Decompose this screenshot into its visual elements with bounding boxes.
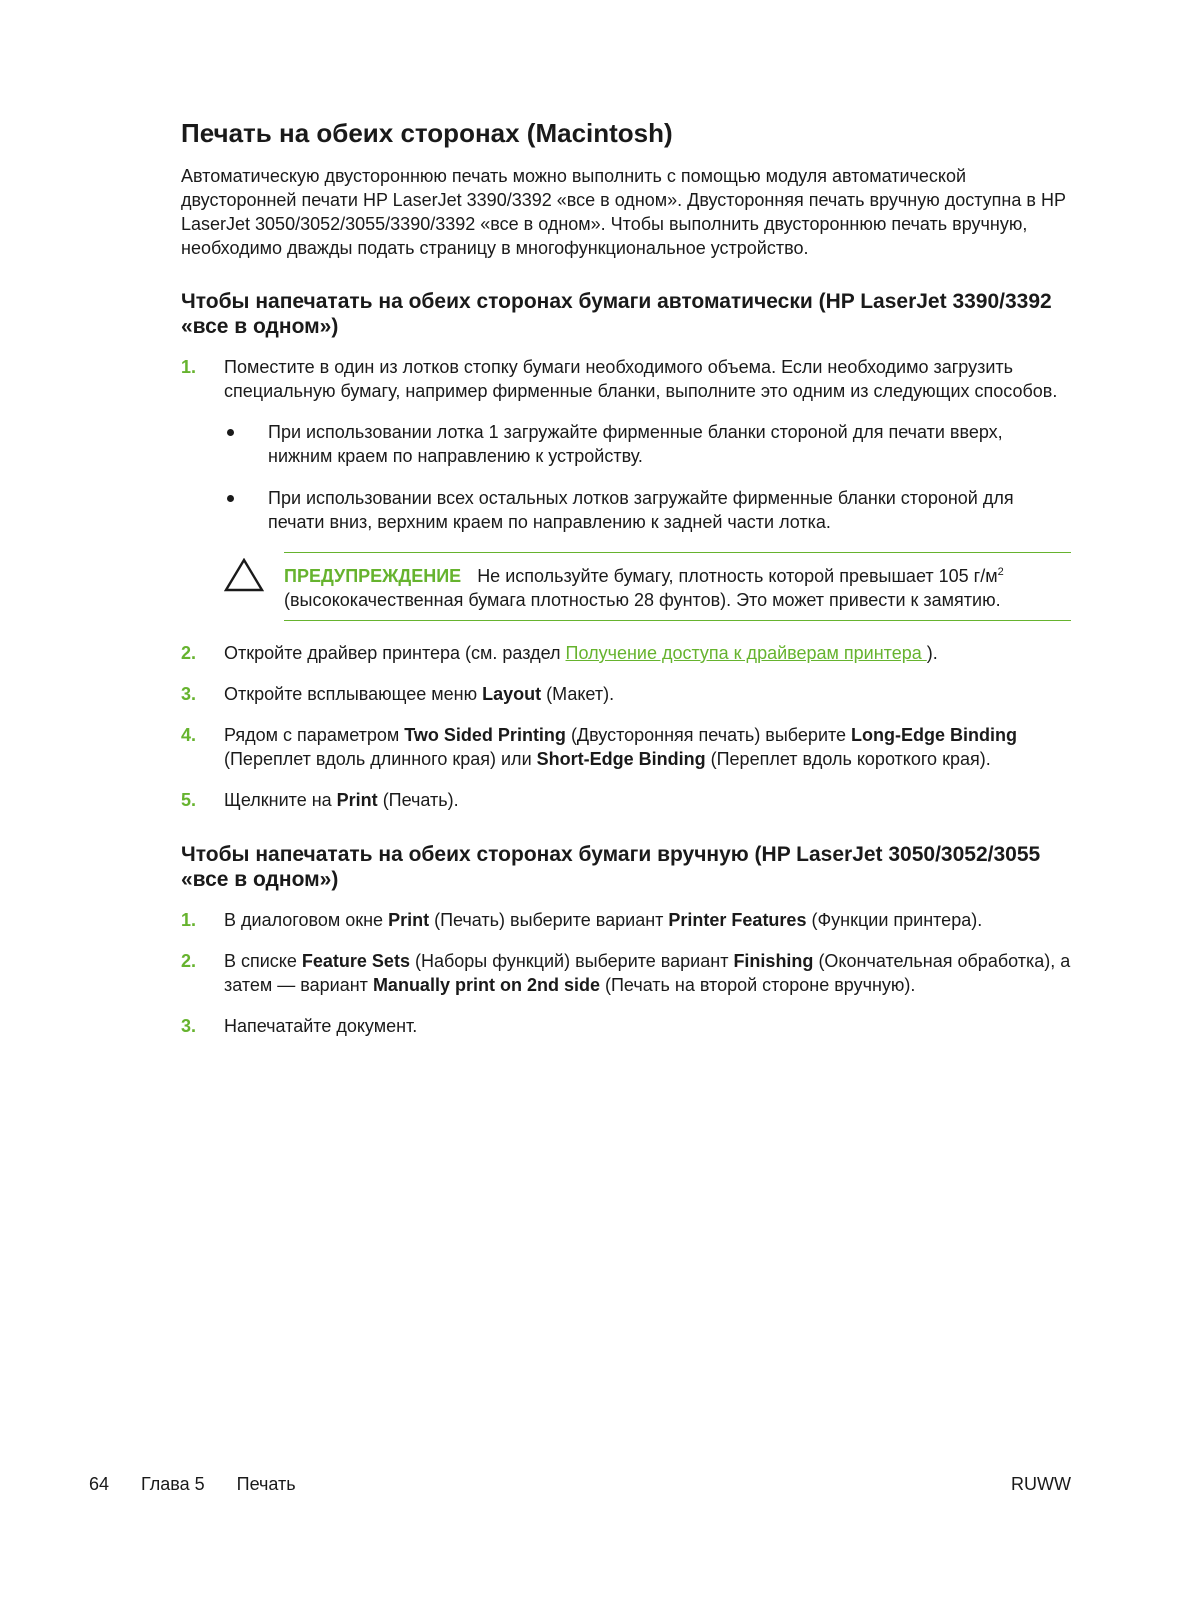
- ui-term: Printer Features: [668, 910, 807, 930]
- ui-term: Two Sided Printing: [404, 725, 566, 745]
- page-footer: [89, 1472, 1071, 1496]
- list-item: [181, 355, 1071, 621]
- step-text: (Наборы функций) выберите вариант: [409, 951, 734, 971]
- step-number: 5.: [181, 790, 197, 810]
- step-text: В диалоговом окне: [224, 910, 389, 930]
- steps-list-manual: [181, 908, 1071, 1038]
- step-text: (Печать).: [377, 790, 459, 810]
- steps-list-auto: [181, 355, 1071, 812]
- step-text: Откройте всплывающее меню: [224, 684, 483, 704]
- list-item: [181, 682, 1071, 706]
- step-text: Щелкните на: [224, 790, 337, 810]
- list-item: [181, 641, 1071, 665]
- step-text: (Макет).: [541, 684, 615, 704]
- page-content: [181, 116, 1071, 1055]
- step-number: 2.: [181, 951, 197, 971]
- step-number: 3.: [181, 1016, 197, 1036]
- footer-right-code: RUWW: [1011, 1474, 1071, 1494]
- section-heading-manual: Чтобы напечатать на обеих сторонах бумаги вручную (HP LaserJet 3050/3052/3055 «все в одном»): [181, 843, 1041, 891]
- step-text: (Функции принтера).: [806, 910, 983, 930]
- step-number: 3.: [181, 684, 197, 704]
- bullet-item: [224, 420, 1071, 468]
- step-text: (Двусторонняя печать) выберите: [565, 725, 852, 745]
- drivers-access-link[interactable]: Получение доступа к драйверам принтера: [565, 643, 927, 663]
- ui-term: Long-Edge Binding: [851, 725, 1018, 745]
- step-text: Откройте драйвер принтера (см. раздел: [224, 643, 566, 663]
- warning-text: Не используйте бумагу, плотность которой превышает 105 г/м: [477, 566, 998, 586]
- step-text: Рядом с параметром: [224, 725, 405, 745]
- divider: [284, 552, 1071, 553]
- ui-term: Short-Edge Binding: [536, 749, 706, 769]
- list-item: [181, 949, 1071, 997]
- step-text: (Печать) выберите вариант: [429, 910, 669, 930]
- step-number: 4.: [181, 725, 197, 745]
- ui-term: Print: [336, 790, 378, 810]
- footer-left: [89, 1472, 1071, 1496]
- bullet-item: [224, 486, 1071, 534]
- bullet-icon: [227, 429, 234, 436]
- step-number: 2.: [181, 643, 197, 663]
- step-text: (Переплет вдоль длинного края) или: [224, 749, 537, 769]
- chapter-label: Глава 5: [141, 1474, 205, 1494]
- divider: [284, 620, 1071, 621]
- step-text: Напечатайте документ.: [224, 1016, 418, 1036]
- chapter-title: Печать: [236, 1474, 296, 1494]
- warning-label: ПРЕДУПРЕЖДЕНИЕ: [284, 566, 462, 586]
- page-number: 64: [89, 1474, 110, 1494]
- list-item: [181, 788, 1071, 812]
- warning-text-continued: (высококачественная бумага плотностью 28 фунтов). Это может привести к замятию.: [284, 590, 1001, 610]
- section-heading-auto: Чтобы напечатать на обеих сторонах бумаги автоматически (HP LaserJet 3390/3392 «все в одном»): [181, 290, 1052, 338]
- ui-term: Feature Sets: [301, 951, 410, 971]
- ui-term: Finishing: [733, 951, 814, 971]
- bullet-icon: [227, 495, 234, 502]
- step-number: 1.: [181, 910, 197, 930]
- warning-note: [224, 552, 1071, 621]
- step-text: В списке: [224, 951, 302, 971]
- step-number: 1.: [181, 357, 197, 377]
- bullet-text: При использовании лотка 1 загружайте фирменные бланки стороной для печати вверх, нижним краем по направлению к устройству.: [268, 422, 1003, 466]
- list-item: [181, 1014, 1071, 1038]
- step-text: (Окончательная обработка), а затем — вариант: [224, 951, 1071, 995]
- step-text: Поместите в один из лотков стопку бумаги необходимого объема. Если необходимо загрузить специальную бумагу, например фирменные бланки, выполните это одним из следующих способов.: [224, 357, 1058, 401]
- intro-paragraph: Автоматическую двустороннюю печать можно выполнить с помощью модуля автоматической двусторонней печати HP LaserJet 3390/3392 «все в одном». Двусторонняя печать вручную доступна в HP LaserJet 3050/3052/3055/3390/3392 «все в одном». Чтобы выполнить двустороннюю печать вручную, необходимо дважды подать страницу в многофункциональное устройство.: [181, 166, 1066, 258]
- warning-triangle-icon: [224, 558, 264, 592]
- ui-term: Print: [388, 910, 430, 930]
- list-item: [181, 908, 1071, 932]
- bullet-text: При использовании всех остальных лотков загружайте фирменные бланки стороной для печати вниз, верхним краем по направлению к задней части лотка.: [268, 488, 1014, 532]
- step-text: (Печать на второй стороне вручную).: [599, 975, 916, 995]
- bullet-list: [224, 420, 1071, 534]
- step-text: (Переплет вдоль короткого края).: [705, 749, 991, 769]
- ui-term: Layout: [482, 684, 542, 704]
- list-item: [181, 723, 1071, 771]
- page-title: Печать на обеих сторонах (Macintosh): [181, 118, 673, 148]
- superscript: 2: [997, 566, 1004, 578]
- ui-term: Manually print on 2nd side: [372, 975, 600, 995]
- step-text: ).: [926, 643, 938, 663]
